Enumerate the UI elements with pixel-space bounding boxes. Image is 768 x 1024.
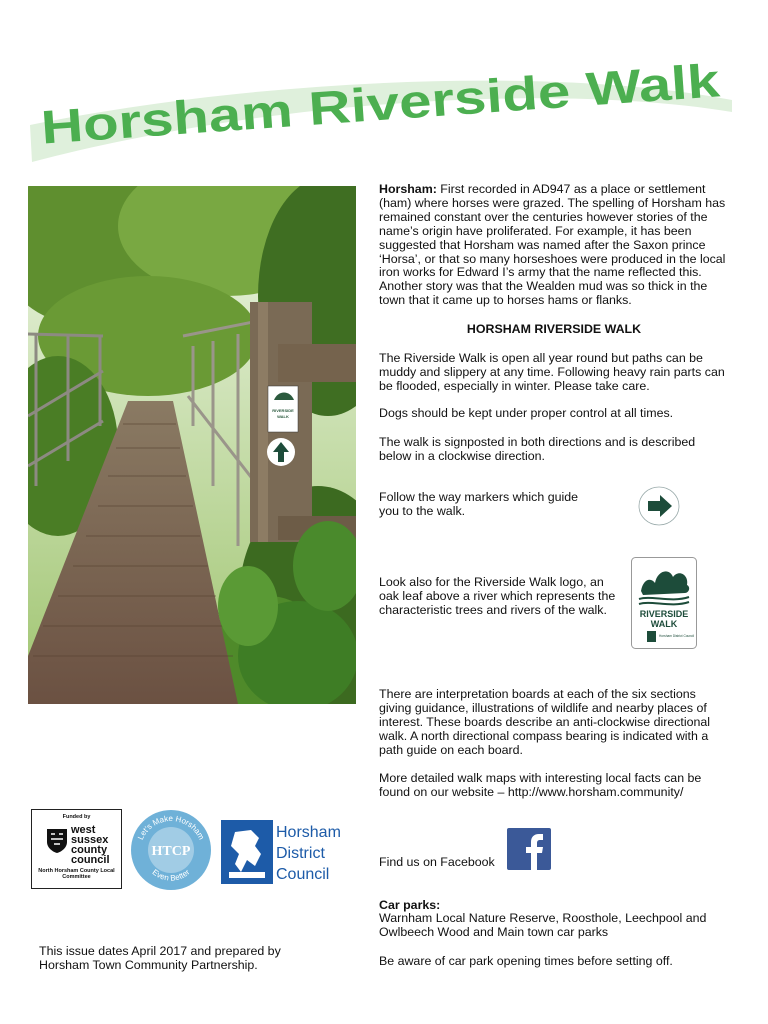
riverside-walk-logo [631, 557, 697, 649]
intro-lead: Horsham: [379, 182, 437, 196]
dogs-paragraph: Dogs should be kept under proper control at all times. [379, 406, 674, 420]
page-title: Horsham Riverside Walk [39, 62, 591, 154]
htcp-arc-top: Let’s Make Horsham [135, 813, 207, 842]
logo-paragraph: Look also for the Riverside Walk logo, an oak leaf above a river which represents the characteristic trees and rivers of the walk. [379, 575, 616, 617]
funded-committee: North Horsham County Local Committee [38, 868, 115, 880]
hdc-line2: District [276, 845, 325, 862]
car-parks-heading: Car parks: [379, 898, 441, 912]
maps-paragraph: More detailed walk maps with interesting local facts can be found on our website – http://www.horsham.community/ [379, 771, 702, 799]
way-marker-arrow-icon [638, 486, 680, 526]
signpost-label-line2: WALK [277, 414, 289, 419]
hdc-lion-icon [221, 820, 273, 884]
hdc-wordmark [276, 822, 341, 885]
signposted-paragraph: The walk is signposted in both directions and is described below in a clockwise direction. [379, 435, 696, 463]
htcp-arc-bottom: Even Better [150, 867, 192, 883]
hdc-line1: Horsham [276, 824, 341, 841]
opening-times-note: Be aware of car park opening times before setting off. [379, 954, 673, 968]
wscc-crest-icon [46, 828, 68, 854]
funded-by-label: Funded by [62, 814, 91, 820]
interpretation-paragraph: There are interpretation boards at each of the six sections giving guidance, illustrations of wildlife and nearby places of interest. These boards describe an anti-clockwise directional walk. A north directional compass bearing is indicated with a path guide on each board. [379, 687, 711, 757]
intro-text: First recorded in AD947 as a place or settlement (ham) where horses were grazed. The spelling of Horsham has remained constant over the centuries however stories of the name’s origin have proliferated. For example, it has been suggested that Horsham was named after the Saxon prince ‘Horsa’, or that so many horseshoes were produced in the local iron works for Edward I’s army that the name reflected this. Another story was that the Wealden mud was so thick in the town that it came up to horses hams or flanks. [379, 182, 726, 308]
facebook-text: Find us on Facebook [379, 855, 495, 869]
wscc-name: west sussex county council [71, 824, 110, 866]
open-paragraph: The Riverside Walk is open all year round but paths can be muddy and slippery at any time. Following heavy rain parts can be flooded, especially in winter. Please take care. [379, 351, 725, 393]
follow-paragraph: Follow the way markers which guide you to the walk. [379, 490, 579, 518]
htcp-mark: HTCP [151, 844, 191, 859]
wscc-funded-logo [31, 809, 122, 889]
section-heading: HORSHAM RIVERSIDE WALK [466, 322, 642, 336]
signpost-label-line1: RIVERSIDE [272, 408, 294, 413]
issue-note: This issue dates April 2017 and prepared by Horsham Town Community Partnership. [39, 944, 281, 972]
title-banner [0, 40, 768, 170]
intro-paragraph [379, 183, 729, 308]
logo-sub: Horsham District Council [659, 634, 695, 638]
hdc-line3: Council [276, 866, 330, 883]
bridge-photo [28, 186, 356, 704]
logo-line2: WALK [650, 619, 678, 629]
car-parks-list: Warnham Local Nature Reserve, Roosthole, Leechpool and Owlbeech Wood and Main town car parks [379, 911, 707, 939]
htcp-logo [128, 808, 214, 892]
facebook-icon[interactable] [507, 828, 551, 870]
logo-line1: RIVERSIDE [639, 609, 689, 619]
